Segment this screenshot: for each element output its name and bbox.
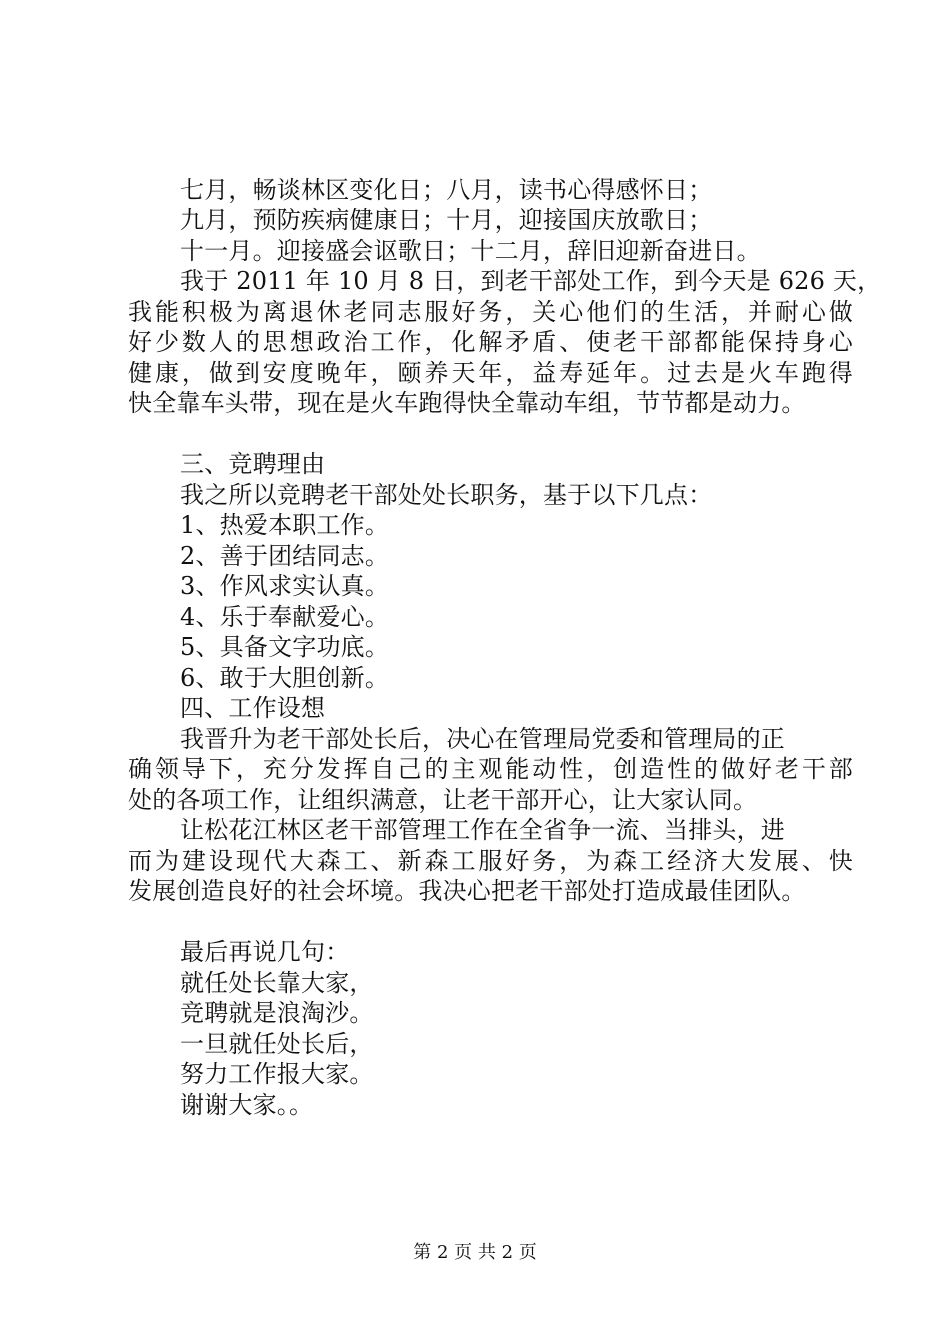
paragraph-line: 发展创造良好的社会坏境。我决心把老干部处打造成最佳团队。	[128, 877, 806, 905]
page-footer: 第 2 页 共 2 页	[413, 1242, 537, 1263]
paragraph-line: 而为建设现代大森工、新森工服好务，为森工经济大发展、快	[128, 847, 853, 875]
closing-line: 谢谢大家。。	[180, 1091, 314, 1119]
verse-line: 竞聘就是浪淘沙。	[180, 999, 374, 1027]
text-line: 十一月。迎接盛会讴歌日；十二月，辞旧迎新奋进日。	[180, 237, 761, 265]
paragraph-line: 我晋升为老干部处长后，决心在管理局党委和管理局的正	[180, 725, 785, 753]
paragraph-line: 好少数人的思想政治工作，化解矛盾、使老干部都能保持身心	[128, 328, 853, 356]
list-item: 4、乐于奉献爱心。	[180, 603, 390, 631]
paragraph-line: 我于 2011 年 10 月 8 日，到老干部处工作，到今天是 626 天，	[180, 267, 882, 295]
list-item: 6、敢于大胆创新。	[180, 664, 390, 692]
section-heading: 四、工作设想	[180, 694, 326, 722]
list-item: 3、作风求实认真。	[180, 572, 390, 600]
section-heading: 三、竞聘理由	[180, 450, 326, 478]
paragraph-line: 处的各项工作，让组织满意，让老干部开心，让大家认同。	[128, 786, 758, 814]
paragraph-line: 健康，做到安度晚年，颐养天年，益寿延年。过去是火车跑得	[128, 359, 853, 387]
text-line: 七月，畅谈林区变化日；八月，读书心得感怀日；	[180, 176, 713, 204]
list-item: 1、热爱本职工作。	[180, 511, 390, 539]
verse-line: 就任处长靠大家，	[180, 969, 374, 997]
paragraph-line: 我能积极为离退休老同志服好务，关心他们的生活，并耐心做	[128, 298, 853, 326]
paragraph-line: 快全靠车头带，现在是火车跑得快全靠动车组，节节都是动力。	[128, 389, 806, 417]
verse-line: 一旦就任处长后，	[180, 1030, 374, 1058]
paragraph-line: 确领导下，充分发挥自己的主观能动性，创造性的做好老干部	[128, 755, 853, 783]
text-line: 我之所以竞聘老干部处处长职务，基于以下几点：	[180, 481, 713, 509]
paragraph-line: 让松花江林区老干部管理工作在全省争一流、当排头，进	[180, 816, 785, 844]
verse-line: 努力工作报大家。	[180, 1060, 374, 1088]
text-line: 最后再说几句：	[180, 938, 350, 966]
text-line: 九月，预防疾病健康日；十月，迎接国庆放歌日；	[180, 206, 713, 234]
list-item: 2、善于团结同志。	[180, 542, 390, 570]
list-item: 5、具备文字功底。	[180, 633, 390, 661]
